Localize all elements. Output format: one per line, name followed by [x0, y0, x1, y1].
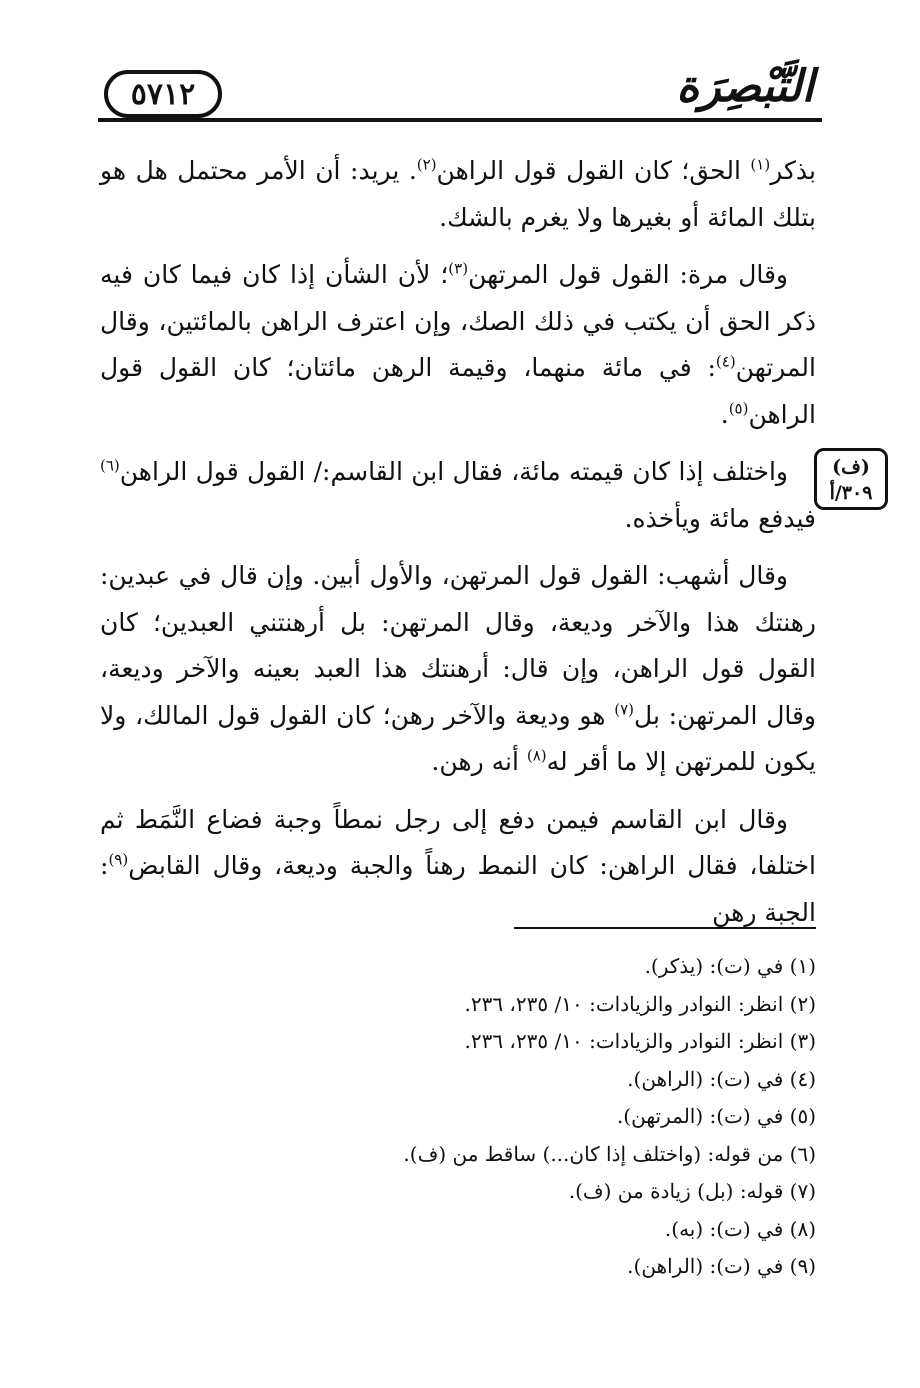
- text-run: : الجبة رهن: [100, 851, 816, 927]
- footnote: (٣) انظر: النوادر والزيادات: ١٠/ ٢٣٥، ٢٣٦.: [464, 1029, 816, 1053]
- paragraph: [100, 252, 816, 438]
- text-run: ؛ لأن الشأن إذا كان فيما كان فيه ذكر الحق أن يكتب في ذلك الصك، وإن اعترف الراهن بالمائتين، وقال المرتهن: [100, 260, 816, 382]
- text-run: واختلف إذا كان قيمته مائة، فقال ابن القاسم:/ القول قول الراهن: [119, 457, 788, 486]
- paragraph: [100, 148, 816, 241]
- text-run: وقال مرة: القول قول المرتهن: [468, 260, 788, 289]
- paragraph: [100, 797, 816, 937]
- footnote-divider: [514, 927, 816, 929]
- text-run: : في مائة منهما، وقيمة الرهن مائتان؛ كان القول قول الراهن: [100, 353, 816, 429]
- footnote-ref: (٥): [728, 399, 749, 418]
- footnotes: [100, 948, 816, 1286]
- text-run: الحق؛ كان القول قول الراهن: [436, 156, 751, 185]
- text-run: أنه رهن.: [431, 747, 527, 776]
- text-run: . يريد: أن الأمر محتمل هل هو بتلك المائة أو بغيرها ولا يغرم بالشك.: [100, 156, 816, 232]
- text-run: فيدفع مائة ويأخذه.: [624, 503, 816, 533]
- footnote-ref: (١): [750, 155, 771, 174]
- text-run: هو وديعة والآخر رهن؛ كان القول قول المالك، ولا يكون للمرتهن إلا ما أقر له: [100, 700, 816, 776]
- footnote-ref: (٤): [715, 352, 736, 371]
- footnote: (٢) انظر: النوادر والزيادات: ١٠/ ٢٣٥، ٢٣٦.: [464, 991, 816, 1016]
- main-text: [100, 148, 816, 947]
- footnote-ref: (٩): [108, 850, 129, 869]
- manuscript-folio-note: [814, 448, 888, 510]
- text-run: .: [720, 399, 729, 429]
- footnote-ref: (٢): [416, 155, 437, 174]
- text-run: وقال ابن القاسم فيمن دفع إلى رجل نمطاً وجبة فضاع النَّمَط ثم اختلفا، فقال الراهن: كان النمط رهناً والجبة وديعة، وقال القابض: [100, 804, 816, 880]
- footnote: (٦) من قوله: (واختلف إذا كان...) ساقط من (ف).: [403, 1141, 816, 1166]
- folio-number: ٣٠٩/أ: [829, 482, 873, 504]
- folio-source-label: (ف): [832, 456, 870, 478]
- footnote: (٤) في (ت): (الراهن).: [627, 1066, 816, 1091]
- page-header: [100, 52, 820, 122]
- footnote-ref: (٦): [100, 456, 120, 475]
- footnote-ref: (٣): [448, 259, 469, 278]
- footnote-ref: (٧): [614, 700, 635, 719]
- footnote: (٧) قوله: (بل) زيادة من (ف).: [568, 1179, 816, 1203]
- footnote: (٥) في (ت): (المرتهن).: [616, 1104, 816, 1128]
- footnote: (١) في (ت): (يذكر).: [644, 954, 816, 978]
- footnote-ref: (٨): [526, 746, 547, 765]
- paragraph: [100, 553, 816, 786]
- footnote: (٨) في (ت): (به).: [664, 1216, 816, 1241]
- text-run: وقال أشهب: القول قول المرتهن، والأول أبين. وإن قال في عبدين: رهنتك هذا والآخر وديعة، وقال المرتهن: بل أرهنتني العبدين؛ كان القول قول الراهن، وإن قال: أرهنتك هذا العبد بعينه والآخر وديعة، وقال المرتهن: بل: [100, 561, 816, 730]
- paragraph: [100, 449, 816, 542]
- footnote: (٩) في (ت): (الراهن).: [627, 1254, 816, 1278]
- text-run: بذكر: [770, 156, 816, 185]
- book-title: التَّبْصِرَة: [676, 61, 814, 112]
- header-divider: [98, 118, 822, 122]
- page-number: ٥٧١٢: [104, 70, 222, 118]
